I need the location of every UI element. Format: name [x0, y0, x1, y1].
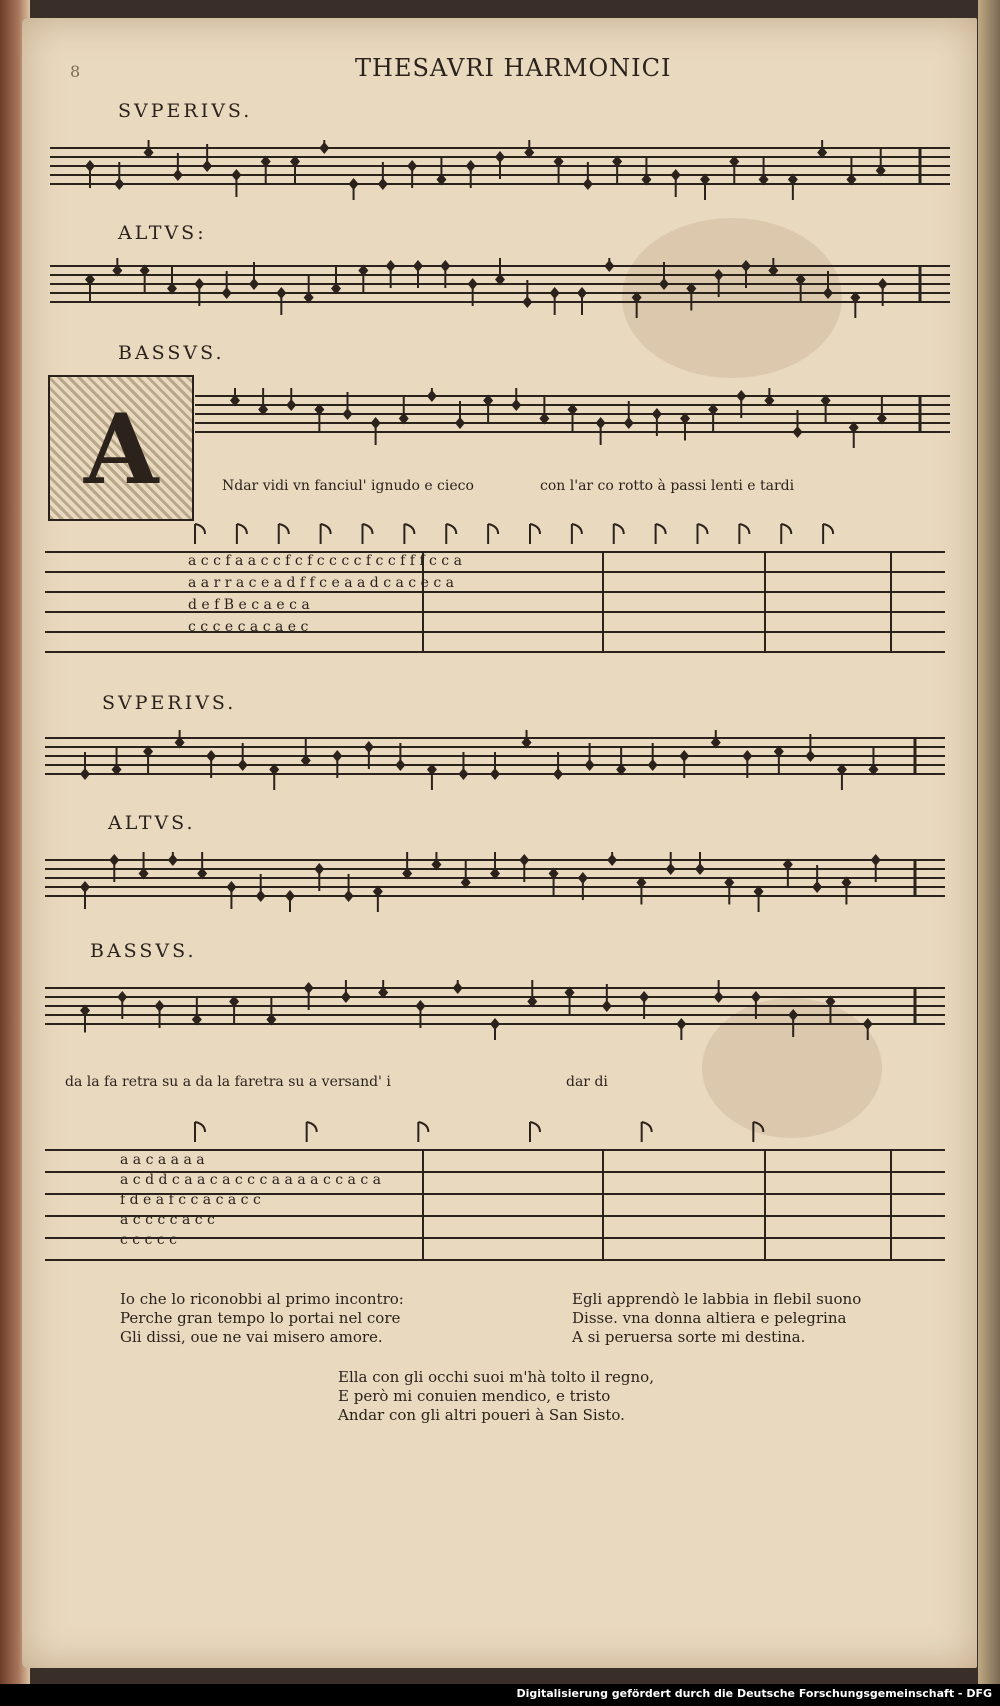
rhythm-flag	[739, 524, 749, 534]
lute-letters-2	[120, 1150, 381, 1250]
staff-superius-2	[45, 730, 945, 790]
lute-row: a c c f a a c c f c f c c c c f c c f f f c c a	[188, 553, 462, 569]
rhythm-flag	[363, 524, 373, 534]
lute-letters-1	[188, 550, 462, 638]
verse-line: A si peruersa sorte mi destina.	[572, 1328, 806, 1346]
verse-stanza-right	[572, 1290, 861, 1347]
digitization-credit: Digitalisierung gefördert durch die Deutsche Forschungsgemeinschaft - DFG	[516, 1687, 992, 1700]
lute-row: a c c c c a c c	[120, 1212, 215, 1228]
staff-lines	[50, 140, 950, 200]
staff-altus-2	[45, 852, 945, 912]
footer-bar	[0, 1684, 1000, 1706]
rhythm-flag	[446, 524, 456, 534]
verse-line: E però mi conuien mendico, e tristo	[338, 1387, 611, 1405]
page-number: 8	[70, 62, 81, 81]
rhythm-flag	[753, 1122, 763, 1132]
staff-bassus-2	[45, 980, 945, 1040]
right-book-edge	[978, 0, 1000, 1706]
rhythm-flag	[530, 524, 540, 534]
lyrics-line: dar di	[566, 1074, 608, 1090]
verse-stanza-center	[338, 1368, 654, 1425]
rhythm-flag	[404, 524, 414, 534]
lute-tablature-1	[45, 520, 945, 660]
initial-letter: A	[84, 393, 159, 506]
tablature-lines	[45, 520, 945, 660]
staff-lines	[45, 980, 945, 1040]
rhythm-flag	[321, 524, 331, 534]
rhythm-flag	[279, 524, 289, 534]
lute-row: c c c e c a c a e c	[188, 619, 309, 635]
verse-line: Io che lo riconobbi al primo incontro:	[120, 1290, 404, 1308]
rhythm-flag	[307, 1122, 317, 1132]
staff-altus-1	[50, 258, 950, 318]
staff-lines	[45, 852, 945, 912]
rhythm-flag	[195, 524, 205, 534]
voice-label-superius-2: SVPERIVS.	[102, 692, 237, 714]
verse-line: Ella con gli occhi suoi m'hà tolto il regno,	[338, 1368, 654, 1386]
rhythm-flag	[237, 524, 247, 534]
verse-stanza-left	[120, 1290, 404, 1347]
staff-lines	[195, 388, 950, 448]
verse-line: Perche gran tempo lo portai nel core	[120, 1309, 401, 1327]
voice-label-bassus-1: BASSVS.	[118, 342, 225, 364]
staff-bassus-1	[195, 388, 950, 448]
staff-lines	[50, 258, 950, 318]
verse-line: Egli apprendò le labbia in flebil suono	[572, 1290, 862, 1308]
rhythm-flag	[572, 524, 582, 534]
decorated-initial	[48, 375, 194, 521]
lyrics-line: Ndar vidi vn fanciul' ignudo e cieco	[222, 478, 474, 494]
lute-row: a a c a a a a	[120, 1152, 205, 1168]
staff-superius-1	[50, 140, 950, 200]
lyrics-line: con l'ar co rotto à passi lenti e tardi	[540, 478, 795, 494]
rhythm-flag	[823, 524, 833, 534]
verse-line: Andar con gli altri poueri à San Sisto.	[338, 1406, 625, 1424]
rhythm-flag	[488, 524, 498, 534]
rhythm-flag	[418, 1122, 428, 1132]
verse-line: Gli dissi, oue ne vai misero amore.	[120, 1328, 383, 1346]
verse-line: Disse. vna donna altiera e pelegrina	[572, 1309, 847, 1327]
lute-row: a a r r a c e a d f f c e a a d c a c e c a	[188, 575, 454, 591]
rhythm-flag	[656, 524, 666, 534]
staff-lines	[45, 730, 945, 790]
rhythm-flag	[642, 1122, 652, 1132]
lute-row: d e f B e c a e c a	[188, 597, 310, 613]
running-title: THESAVRI HARMONICI	[355, 54, 672, 82]
voice-label-bassus-2: BASSVS.	[90, 940, 197, 962]
lute-row: f d e a f c c a c a c c	[120, 1192, 261, 1208]
lute-row: c c c c c	[120, 1232, 178, 1248]
voice-label-altus-1: ALTVS:	[118, 222, 207, 244]
rhythm-flag	[698, 524, 708, 534]
rhythm-flag	[530, 1122, 540, 1132]
lyrics-line: da la fa retra su a da la faretra su a versand' i	[65, 1074, 391, 1090]
rhythm-flag	[614, 524, 624, 534]
rhythm-flag	[781, 524, 791, 534]
voice-label-altus-2: ALTVS.	[108, 812, 196, 834]
voice-label-superius-1: SVPERIVS.	[118, 100, 253, 122]
lute-row: a c d d c a a c a c c c a a a a c c a c a	[120, 1172, 381, 1188]
rhythm-flag	[195, 1122, 205, 1132]
